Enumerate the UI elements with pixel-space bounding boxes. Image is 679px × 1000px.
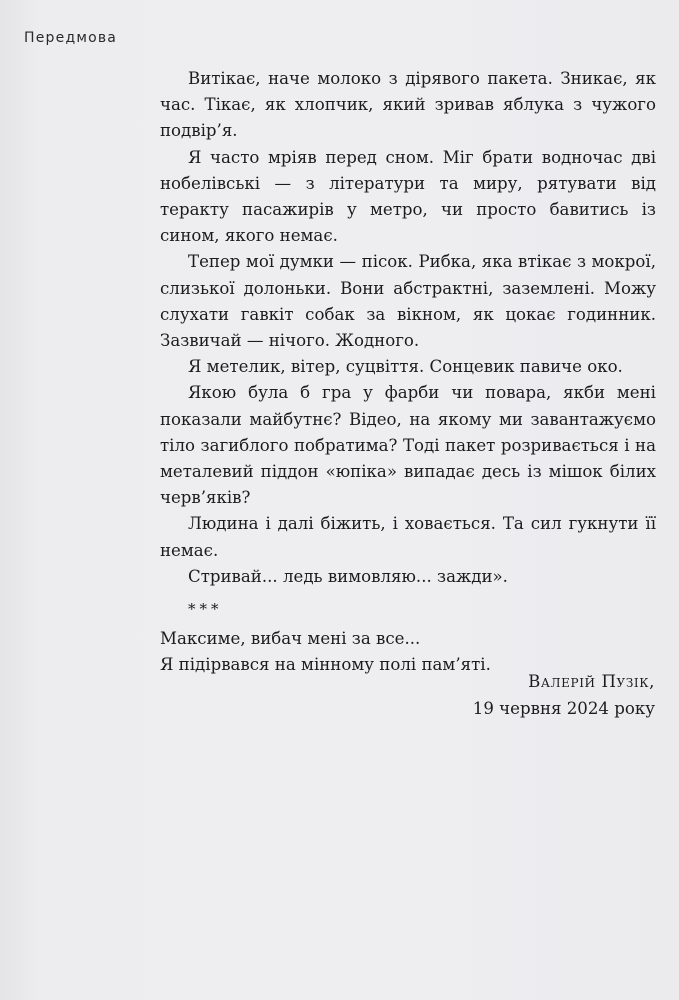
paragraph: Якою була б гра у фарби чи повара, якби мені показали майбутнє? Відео, на якому ми завантажуємо тіло загиблого побратима? Тоді пакет розривається і на металевий піддон «юпіка» випадає десь із мішок білих черв’яків? <box>160 383 656 508</box>
body-text <box>160 66 656 678</box>
paragraph: Людина і далі біжить, і ховається. Та сил гукнути її немає. <box>160 514 656 560</box>
signature-date: 19 червня 2024 року <box>472 699 655 718</box>
closing-line: Я підірвався на мінному полі пам’яті. <box>160 655 491 675</box>
running-head-title: Передмова <box>24 30 118 46</box>
author-name: Валерій Пузік, <box>528 672 655 691</box>
paragraph: Стривай... ледь вимовляю... зажди». <box>188 566 508 586</box>
paragraph: Тепер мої думки — пісок. Рибка, яка втікає з мокрої, слизької долоньки. Вони абстрактні, заземлені. Можу слухати гавкіт собак за вікном, як цокає годинник. Зазвичай — нічого. Жодного. <box>160 252 656 351</box>
closing-line: Максиме, вибач мені за все... <box>160 629 421 649</box>
paragraph: Витікає, наче молоко з дірявого пакета. Зникає, як час. Тікає, як хлопчик, який зривав яблука з чужого подвір’я. <box>160 69 656 141</box>
section-separator: *** <box>188 600 223 619</box>
paragraph: Я метелик, вітер, суцвіття. Сонцевик павиче око. <box>188 357 623 377</box>
signature-block <box>473 668 655 722</box>
paragraph: Я часто мріяв перед сном. Міг брати водночас дві нобелівські — з літератури та миру, рятувати від теракту пасажирів у метро, чи просто бавитись із сином, якого немає. <box>160 147 656 246</box>
